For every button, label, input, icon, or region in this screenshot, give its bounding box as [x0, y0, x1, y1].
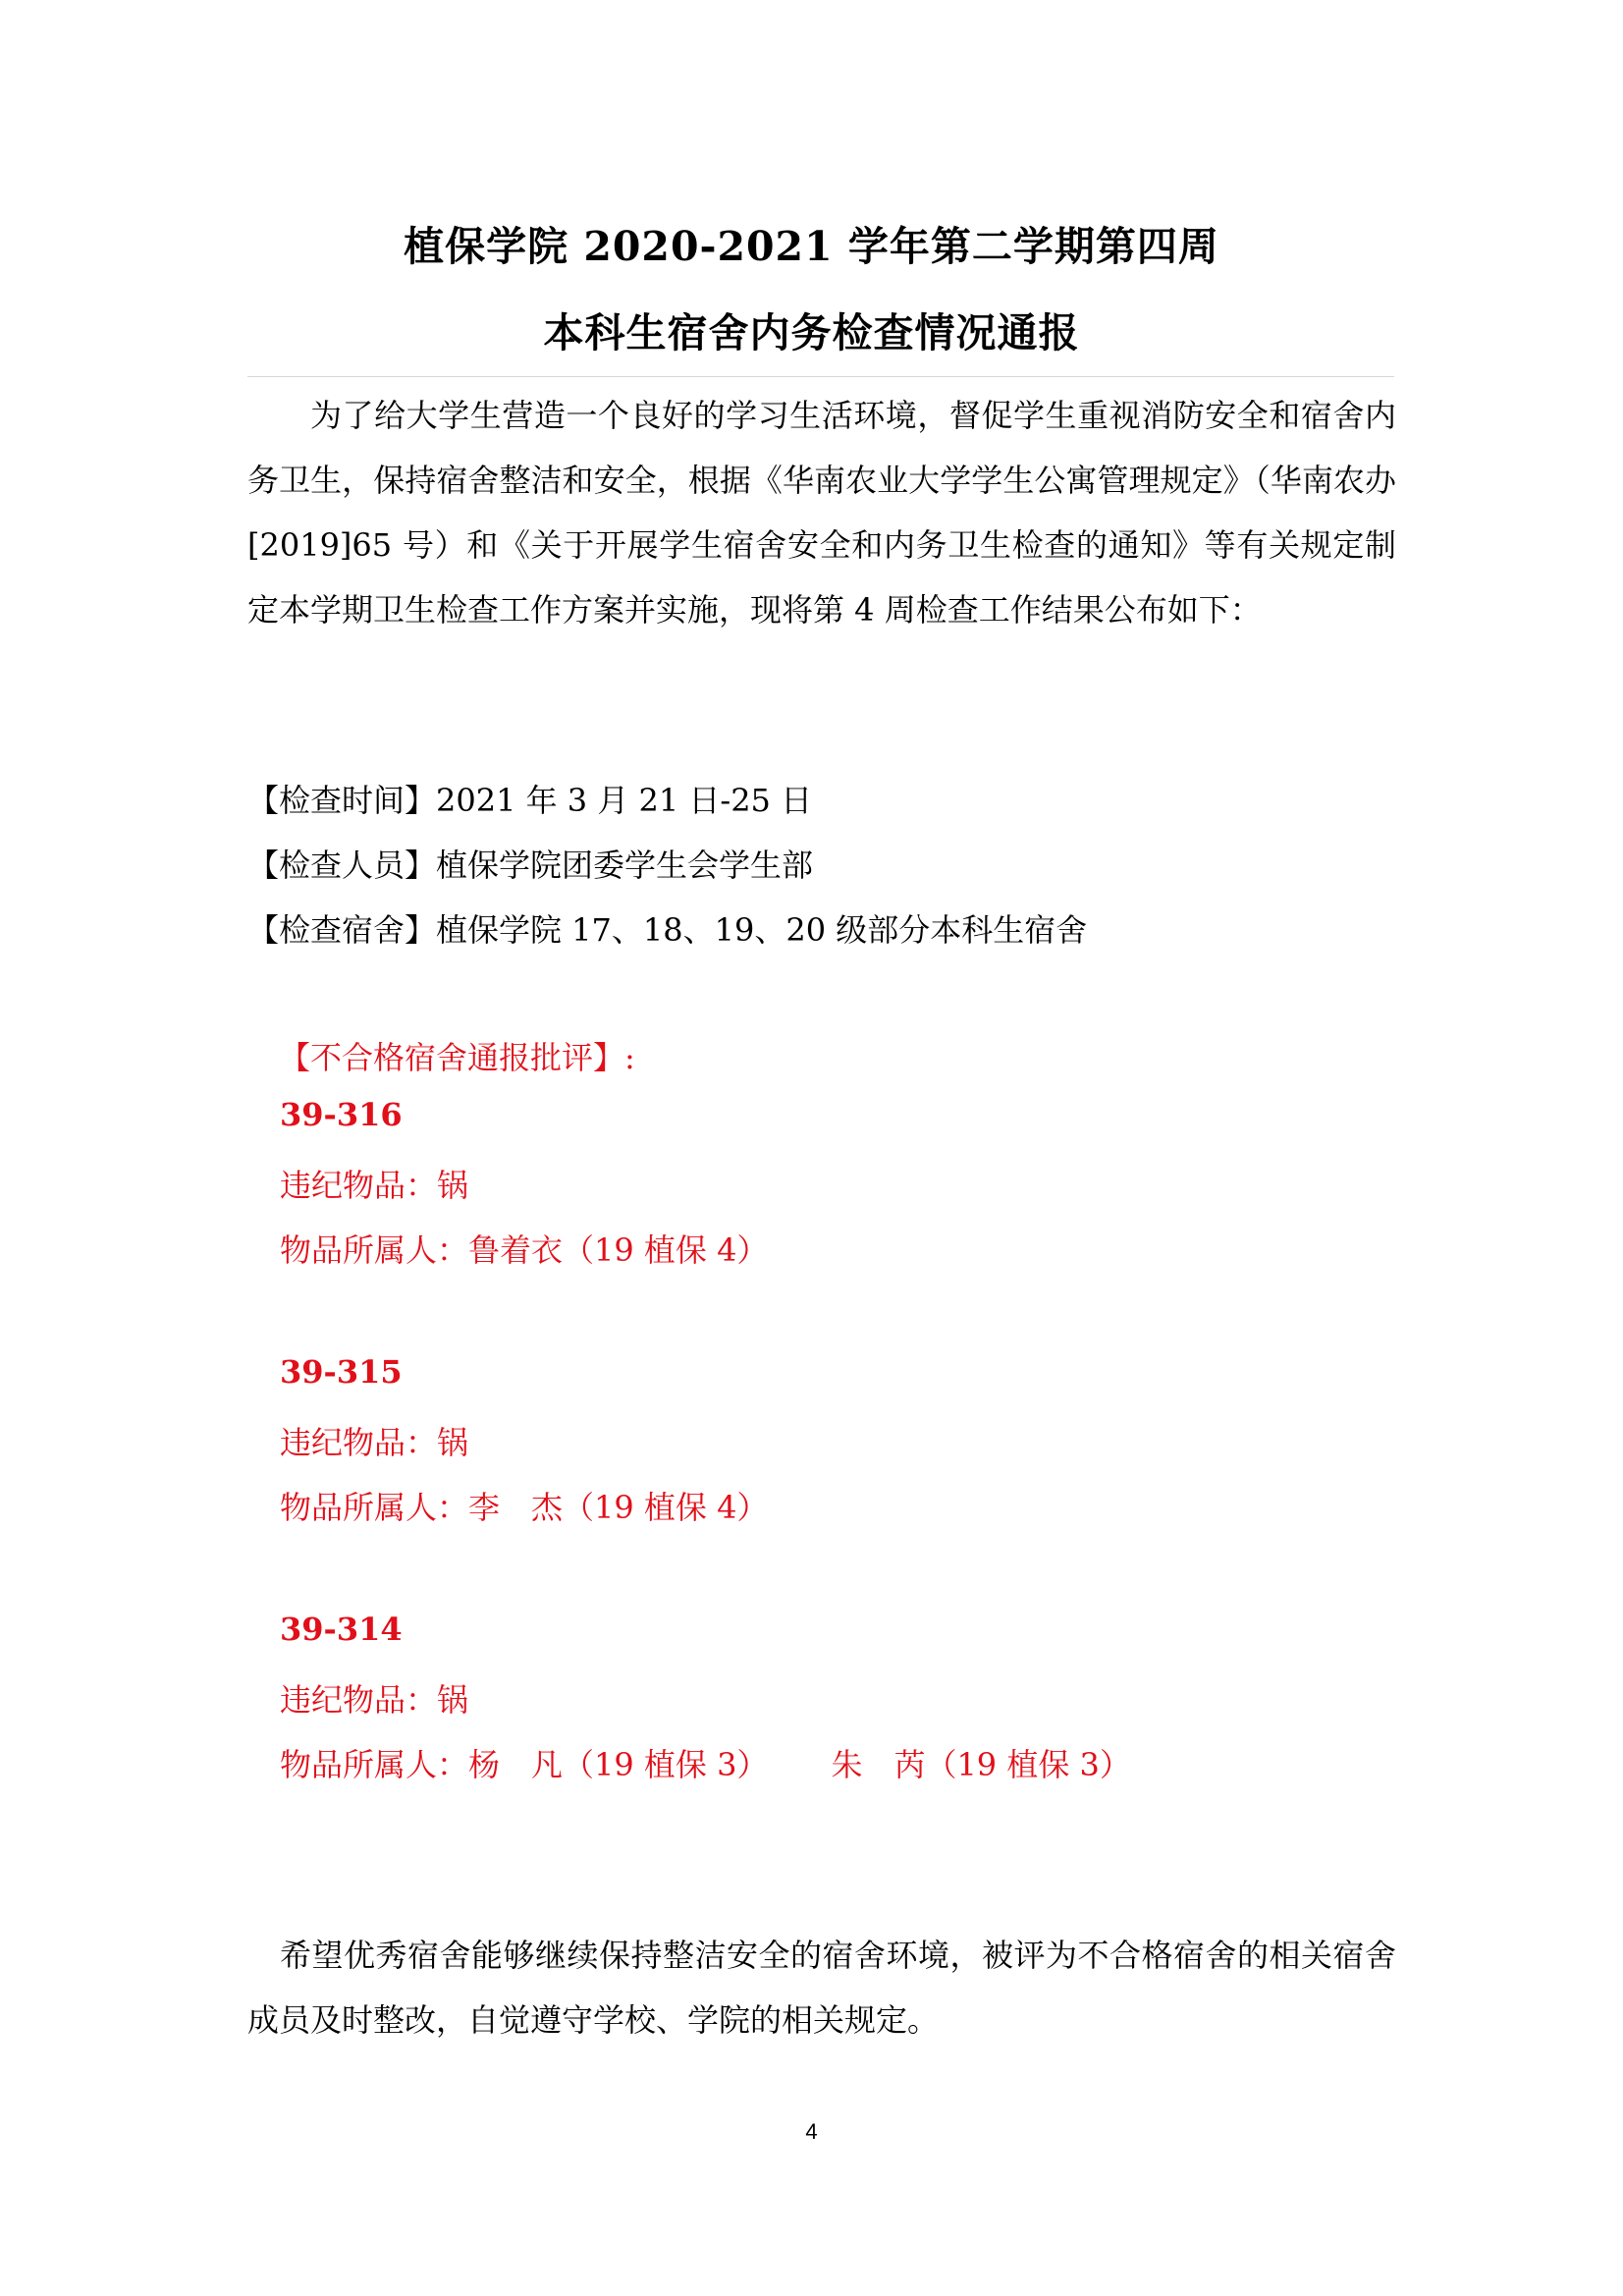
item-owner: 物品所属人：杨 凡（19 植保 3）: [280, 1746, 769, 1783]
item-owner: 物品所属人：鲁着衣（19 植保 4）: [280, 1231, 769, 1269]
room-number: 39-315: [280, 1353, 403, 1391]
page-number: 4: [805, 2119, 818, 2144]
intro-paragraph: 为了给大学生营造一个良好的学习生活环境，督促学生重视消防安全和宿舍内务卫生，保持宿舍整洁和安全，根据《华南农业大学学生公寓管理规定》（华南农办[2019]65 号）和《关于开展学生宿舍安全和内务卫生检查的通知》等有关规定制定本学期卫生检查工作方案并实施，现将第 4 周检查工作结果公布如下：: [247, 397, 1396, 629]
closing-paragraph: 希望优秀宿舍能够继续保持整洁安全的宿舍环境，被评为不合格宿舍的相关宿舍成员及时整改，自觉遵守学校、学院的相关规定。: [247, 1937, 1396, 2039]
inspection-dorms: 【检查宿舍】植保学院 17、18、19、20 级部分本科生宿舍: [247, 911, 1088, 949]
item-owner-extra: 朱 芮（19 植保 3）: [831, 1746, 1131, 1783]
title-divider: [247, 376, 1394, 377]
violation-item: 违纪物品：锅: [280, 1167, 469, 1204]
item-owner: 物品所属人：李 杰（19 植保 4）: [280, 1489, 769, 1526]
report-title-line-2: 本科生宿舍内务检查情况通报: [543, 309, 1080, 356]
violation-item: 违纪物品：锅: [280, 1424, 469, 1461]
inspection-time: 【检查时间】2021 年 3 月 21 日-25 日: [247, 782, 813, 819]
inspection-people: 【检查人员】植保学院团委学生会学生部: [247, 847, 814, 884]
failed-dorms-heading: 【不合格宿舍通报批评】:: [279, 1039, 635, 1076]
violation-item: 违纪物品：锅: [280, 1681, 469, 1719]
item-owner-line: [280, 1740, 1131, 1785]
room-number: 39-316: [280, 1096, 403, 1133]
room-number: 39-314: [280, 1611, 403, 1648]
report-title-line-1: 植保学院 2020-2021 学年第二学期第四周: [404, 223, 1219, 270]
